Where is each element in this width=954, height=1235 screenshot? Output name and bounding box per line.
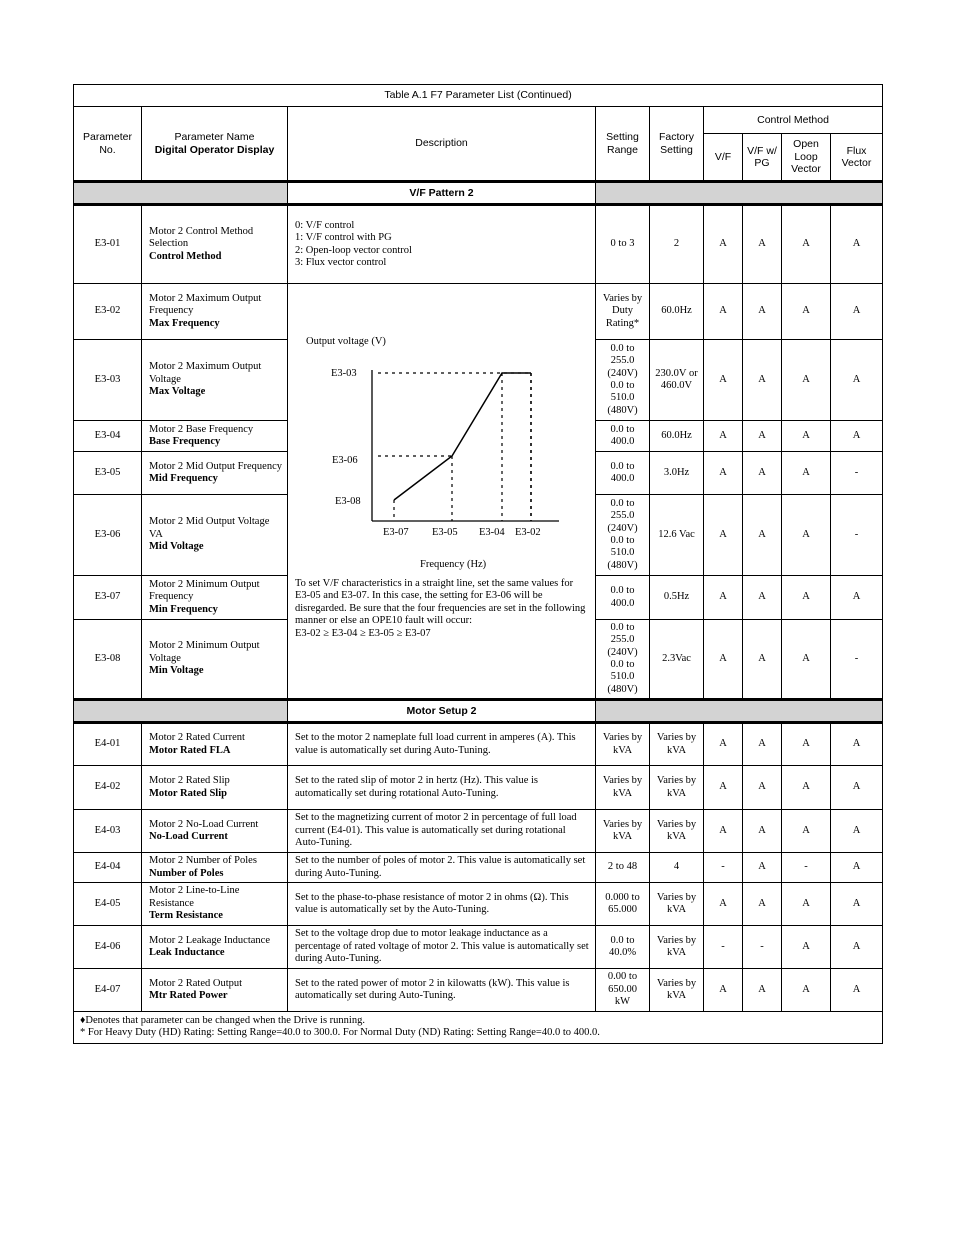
header-description: Description (288, 107, 596, 182)
method-open-loop: A (782, 576, 831, 620)
method-vf: A (704, 452, 743, 495)
factory-setting: 2 (650, 205, 704, 284)
method-open-loop: - (782, 853, 831, 883)
method-vf: A (704, 495, 743, 576)
param-no: E4-06 (74, 926, 142, 969)
vf-graph-cell (288, 284, 596, 700)
param-no: E3-07 (74, 576, 142, 620)
header-open-loop-vector: Open Loop Vector (782, 134, 831, 182)
header-param-no: Parameter No. (74, 107, 142, 182)
method-vf-pg: A (743, 969, 782, 1012)
table-row (74, 853, 883, 883)
param-description: Set to the rated slip of motor 2 in hertz (Hz). This value is automatically set during rotational Auto-Tuning. (288, 766, 596, 810)
method-vf-pg: A (743, 340, 782, 421)
param-description: 0: V/F control 1: V/F control with PG 2: Open-loop vector control 3: Flux vector control (288, 205, 596, 284)
method-vf: A (704, 205, 743, 284)
header-control-method: Control Method (704, 107, 883, 134)
factory-setting: 60.0Hz (650, 284, 704, 340)
param-name: Motor 2 Rated Output Mtr Rated Power (142, 969, 288, 1012)
vf-note (288, 574, 591, 640)
factory-setting: 0.5Hz (650, 576, 704, 620)
header-flux-vector: Flux Vector (831, 134, 883, 182)
method-vf-pg: A (743, 883, 782, 926)
setting-range: 0.00 to 650.00 kW (596, 969, 650, 1012)
param-no: E3-08 (74, 620, 142, 700)
factory-setting: Varies by kVA (650, 883, 704, 926)
method-open-loop: A (782, 495, 831, 576)
method-vf: A (704, 723, 743, 766)
factory-setting: Varies by kVA (650, 723, 704, 766)
method-vf-pg: A (743, 205, 782, 284)
y-axis-label: Output voltage (V) (306, 336, 386, 347)
setting-range: Varies by kVA (596, 766, 650, 810)
parameter-table (73, 84, 883, 1044)
method-flux: A (831, 576, 883, 620)
method-vf-pg: A (743, 421, 782, 452)
param-name: Motor 2 Minimum Output Frequency Min Frequency (142, 576, 288, 620)
method-open-loop: A (782, 810, 831, 853)
section-spacer (596, 182, 883, 205)
x-axis-label: Frequency (Hz) (420, 559, 487, 570)
setting-range: 0.0 to 255.0 (240V) 0.0 to 510.0 (480V) (596, 620, 650, 700)
method-flux: A (831, 723, 883, 766)
method-flux: - (831, 495, 883, 576)
method-flux: A (831, 883, 883, 926)
param-no: E4-07 (74, 969, 142, 1012)
param-no: E3-05 (74, 452, 142, 495)
factory-setting: Varies by kVA (650, 766, 704, 810)
section-title: Motor Setup 2 (288, 700, 596, 723)
method-flux: - (831, 620, 883, 700)
param-no: E4-05 (74, 883, 142, 926)
param-no: E3-04 (74, 421, 142, 452)
param-no: E4-04 (74, 853, 142, 883)
method-open-loop: A (782, 421, 831, 452)
header-param-name: Parameter Name Digital Operator Display (142, 107, 288, 182)
header-factory-setting: Factory Setting (650, 107, 704, 182)
method-flux: A (831, 810, 883, 853)
method-flux: A (831, 284, 883, 340)
factory-setting: 3.0Hz (650, 452, 704, 495)
section-vf-pattern-2 (74, 182, 883, 205)
method-vf-pg: A (743, 853, 782, 883)
param-name: Motor 2 Control Method Selection Control Method (142, 205, 288, 284)
method-open-loop: A (782, 883, 831, 926)
param-name: Motor 2 Rated Current Motor Rated FLA (142, 723, 288, 766)
y-tick-label: E3-06 (332, 455, 358, 466)
param-description: Set to the motor 2 nameplate full load current in amperes (A). This value is automatically set during Auto-Tuning. (288, 723, 596, 766)
method-vf: A (704, 810, 743, 853)
factory-setting: 4 (650, 853, 704, 883)
method-vf: A (704, 421, 743, 452)
param-name: Motor 2 Base Frequency Base Frequency (142, 421, 288, 452)
param-name: Motor 2 Maximum Output Voltage Max Voltage (142, 340, 288, 421)
param-name: Motor 2 Mid Output Voltage VA Mid Voltage (142, 495, 288, 576)
param-name: Motor 2 Maximum Output Frequency Max Frequency (142, 284, 288, 340)
param-description: Set to the voltage drop due to motor leakage inductance as a percentage of rated voltage of motor 2. This value is automatically set during Auto-Tuning. (288, 926, 596, 969)
param-no: E4-01 (74, 723, 142, 766)
method-open-loop: A (782, 969, 831, 1012)
param-no: E3-06 (74, 495, 142, 576)
setting-range: Varies by Duty Rating* (596, 284, 650, 340)
method-vf-pg: - (743, 926, 782, 969)
factory-setting: Varies by kVA (650, 810, 704, 853)
factory-setting: Varies by kVA (650, 926, 704, 969)
section-motor-setup-2 (74, 700, 883, 723)
param-no: E3-03 (74, 340, 142, 421)
section-title: V/F Pattern 2 (288, 182, 596, 205)
param-description: Set to the phase-to-phase resistance of motor 2 in ohms (Ω). This value is automatically set by the Auto-Tuning. (288, 883, 596, 926)
footnote-duty-rating: * For Heavy Duty (HD) Rating: Setting Range=40.0 to 300.0. For Normal Duty (ND) Rating: Setting Range=40.0 to 400.0. (80, 1027, 600, 1039)
method-vf: A (704, 576, 743, 620)
param-name: Motor 2 Minimum Output Voltage Min Voltage (142, 620, 288, 700)
param-description: Set to the rated power of motor 2 in kilowatts (kW). This value is automatically set during Auto-Tuning. (288, 969, 596, 1012)
y-tick-label: E3-03 (331, 368, 357, 379)
method-flux: A (831, 766, 883, 810)
method-open-loop: A (782, 205, 831, 284)
param-name: Motor 2 Mid Output Frequency Mid Frequency (142, 452, 288, 495)
method-vf-pg: A (743, 766, 782, 810)
param-no: E4-02 (74, 766, 142, 810)
method-open-loop: A (782, 284, 831, 340)
x-tick-label: E3-02 (515, 527, 541, 538)
method-vf: - (704, 926, 743, 969)
method-open-loop: A (782, 766, 831, 810)
method-vf-pg: A (743, 620, 782, 700)
vf-pattern-graph (288, 288, 594, 574)
method-open-loop: A (782, 340, 831, 421)
setting-range: 0.0 to 400.0 (596, 421, 650, 452)
vf-curve (394, 373, 531, 500)
param-no: E3-01 (74, 205, 142, 284)
footnote-row (74, 1012, 883, 1044)
method-flux: A (831, 340, 883, 421)
y-tick-label: E3-08 (335, 496, 361, 507)
table-row (74, 766, 883, 810)
method-flux: A (831, 926, 883, 969)
setting-range: 0.0 to 400.0 (596, 576, 650, 620)
method-flux: A (831, 969, 883, 1012)
section-spacer (596, 700, 883, 723)
setting-range: 2 to 48 (596, 853, 650, 883)
factory-setting: 12.6 Vac (650, 495, 704, 576)
method-vf-pg: A (743, 810, 782, 853)
method-open-loop: A (782, 620, 831, 700)
setting-range: 0.0 to 400.0 (596, 452, 650, 495)
method-flux: - (831, 452, 883, 495)
factory-setting: 60.0Hz (650, 421, 704, 452)
section-spacer (74, 182, 288, 205)
x-tick-label: E3-07 (383, 527, 409, 538)
param-name: Motor 2 No-Load Current No-Load Current (142, 810, 288, 853)
x-tick-label: E3-05 (432, 527, 458, 538)
setting-range: 0.0 to 40.0% (596, 926, 650, 969)
method-vf: A (704, 284, 743, 340)
param-description: Set to the number of poles of motor 2. This value is automatically set during Auto-Tuning. (288, 853, 596, 883)
table-row (74, 883, 883, 926)
method-vf: A (704, 340, 743, 421)
method-vf-pg: A (743, 495, 782, 576)
factory-setting: 230.0V or 460.0V (650, 340, 704, 421)
table-row (74, 926, 883, 969)
method-vf: A (704, 969, 743, 1012)
param-name: Motor 2 Leakage Inductance Leak Inductance (142, 926, 288, 969)
factory-setting: 2.3Vac (650, 620, 704, 700)
method-flux: A (831, 421, 883, 452)
param-description: Set to the magnetizing current of motor 2 in percentage of full load current (E4-01). This value is automatically set during rotational Auto-Tuning. (288, 810, 596, 853)
setting-range: 0.0 to 255.0 (240V) 0.0 to 510.0 (480V) (596, 340, 650, 421)
setting-range: Varies by kVA (596, 810, 650, 853)
table-row (74, 810, 883, 853)
header-setting-range: Setting Range (596, 107, 650, 182)
table-row (74, 284, 883, 340)
method-vf: A (704, 766, 743, 810)
method-vf: A (704, 620, 743, 700)
header-vf-pg: V/F w/ PG (743, 134, 782, 182)
table-row (74, 969, 883, 1012)
x-tick-label: E3-04 (479, 527, 505, 538)
vf-note-formula: E3-02 ≥ E3-04 ≥ E3-05 ≥ E3-07 (295, 627, 431, 639)
setting-range: 0 to 3 (596, 205, 650, 284)
method-open-loop: A (782, 926, 831, 969)
footnote-running: ♦Denotes that parameter can be changed when the Drive is running. (80, 1015, 365, 1026)
method-vf-pg: A (743, 284, 782, 340)
method-flux: A (831, 853, 883, 883)
setting-range: 0.0 to 255.0 (240V) 0.0 to 510.0 (480V) (596, 495, 650, 576)
method-flux: A (831, 205, 883, 284)
vf-note-text: To set V/F characteristics in a straight line, set the same values for E3-05 and E3-07. In this case, the setting for E3-06 will be disregarded. Be sure that the four frequencies are set in the following manner or else an OPE10 fault will occur: (295, 578, 586, 627)
method-open-loop: A (782, 723, 831, 766)
method-open-loop: A (782, 452, 831, 495)
header-vf: V/F (704, 134, 743, 182)
table-title: Table A.1 F7 Parameter List (Continued) (74, 85, 883, 107)
method-vf-pg: A (743, 452, 782, 495)
method-vf: A (704, 883, 743, 926)
param-name: Motor 2 Rated Slip Motor Rated Slip (142, 766, 288, 810)
factory-setting: Varies by kVA (650, 969, 704, 1012)
method-vf-pg: A (743, 723, 782, 766)
table-row (74, 723, 883, 766)
setting-range: 0.000 to 65.000 (596, 883, 650, 926)
section-spacer (74, 700, 288, 723)
param-no: E4-03 (74, 810, 142, 853)
setting-range: Varies by kVA (596, 723, 650, 766)
method-vf: - (704, 853, 743, 883)
param-name: Motor 2 Number of Poles Number of Poles (142, 853, 288, 883)
footnotes (74, 1012, 883, 1044)
table-row (74, 205, 883, 284)
param-name: Motor 2 Line-to-Line Resistance Term Resistance (142, 883, 288, 926)
param-no: E3-02 (74, 284, 142, 340)
method-vf-pg: A (743, 576, 782, 620)
